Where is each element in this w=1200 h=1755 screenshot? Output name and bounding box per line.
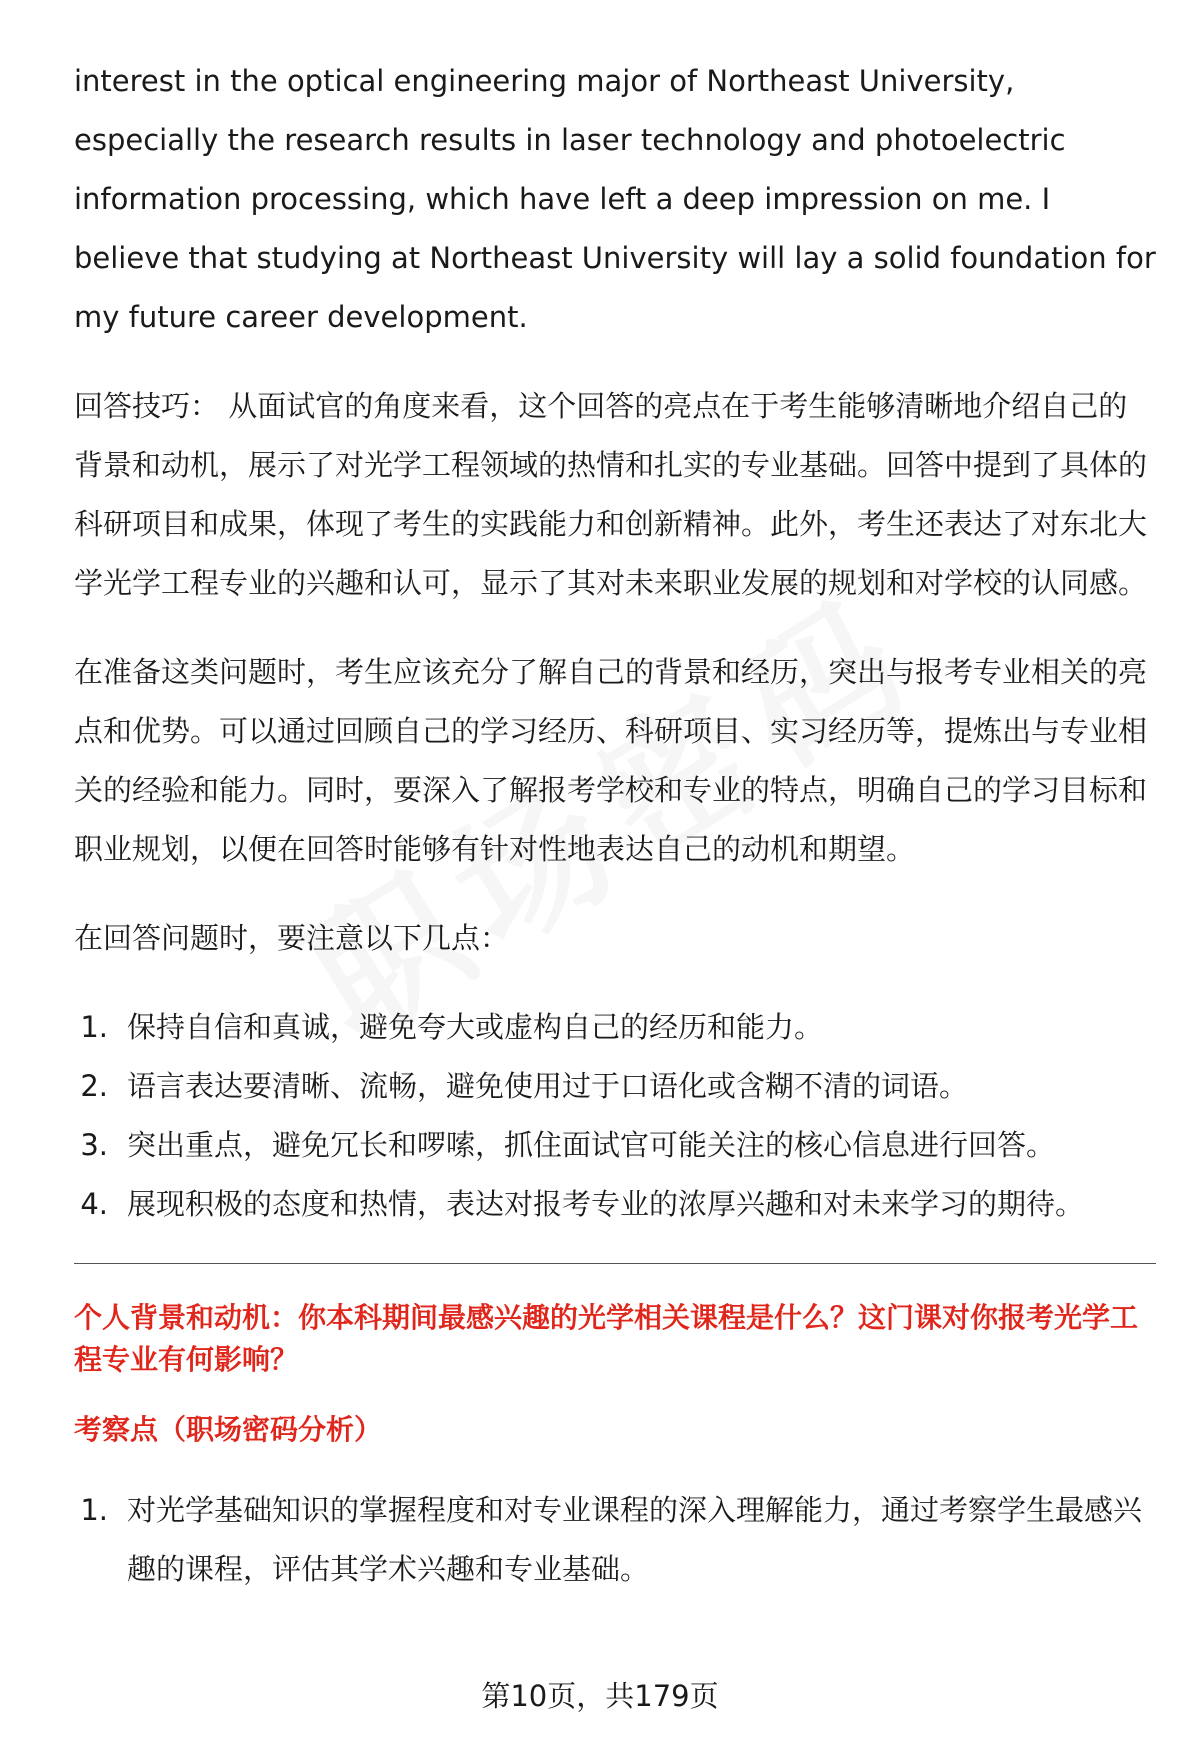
list-item-number: 1. <box>80 1493 108 1527</box>
prepare-paragraph: 在准备这类问题时，考生应该充分了解自己的背景和经历，突出与报考专业相关的亮点和优势。可以通过回顾自己的学习经历、科研项目、实习经历等，提炼出与专业相关的经验和能力。同时，要深入了解报考学校和专业的特点，明确自己的学习目标和职业规划，以便在回答时能够有针对性地表达自己的动机和期望。 <box>74 655 1148 866</box>
points-list <box>74 998 1156 1234</box>
list-item <box>74 1057 1156 1116</box>
points-intro: 在回答问题时，要注意以下几点： <box>74 921 510 955</box>
list-item-number: 3. <box>80 1128 108 1162</box>
list-item-text: 突出重点，避免冗长和啰嗦，抓住面试官可能关注的核心信息进行回答。 <box>127 1128 1056 1162</box>
section-divider <box>74 1263 1156 1264</box>
page-content <box>74 52 1156 1599</box>
intro-paragraph: interest in the optical engineering major of Northeast University, especially the research results in laser technology and photoelectric information processing, which have left a deep impression on me. I believe that studying at Northeast University will lay a solid foundation for my future career development. <box>74 64 1156 334</box>
tips-paragraph: 回答技巧： 从面试官的角度来看，这个回答的亮点在于考生能够清晰地介绍自己的背景和动机，展示了对光学工程领域的热情和扎实的专业基础。回答中提到了具体的科研项目和成果，体现了考生的实践能力和创新精神。此外，考生还表达了对东北大学光学工程专业的兴趣和认可，显示了其对未来职业发展的规划和对学校的认同感。 <box>74 389 1148 600</box>
list-item <box>74 1116 1156 1175</box>
list-item-text: 对光学基础知识的掌握程度和对专业课程的深入理解能力，通过考察学生最感兴趣的课程，评估其学术兴趣和专业基础。 <box>127 1493 1143 1586</box>
exam-points-list <box>74 1481 1156 1599</box>
list-item-text: 保持自信和真诚，避免夸大或虚构自己的经历和能力。 <box>127 1010 824 1044</box>
list-item <box>74 1175 1156 1234</box>
list-item-text: 语言表达要清晰、流畅，避免使用过于口语化或含糊不清的词语。 <box>127 1069 969 1103</box>
list-item-number: 4. <box>80 1187 108 1221</box>
question-heading: 个人背景和动机：你本科期间最感兴趣的光学相关课程是什么？这门课对你报考光学工程专业有何影响？ <box>74 1301 1139 1376</box>
list-item-number: 2. <box>80 1069 108 1103</box>
list-item-number: 1. <box>80 1010 108 1044</box>
list-item <box>74 1481 1156 1599</box>
exam-points-heading: 考察点（职场密码分析） <box>74 1413 383 1446</box>
list-item <box>74 998 1156 1057</box>
list-item-text: 展现积极的态度和热情，表达对报考专业的浓厚兴趣和对未来学习的期待。 <box>127 1187 1085 1221</box>
page-footer: 第10页，共179页 <box>481 1679 719 1713</box>
